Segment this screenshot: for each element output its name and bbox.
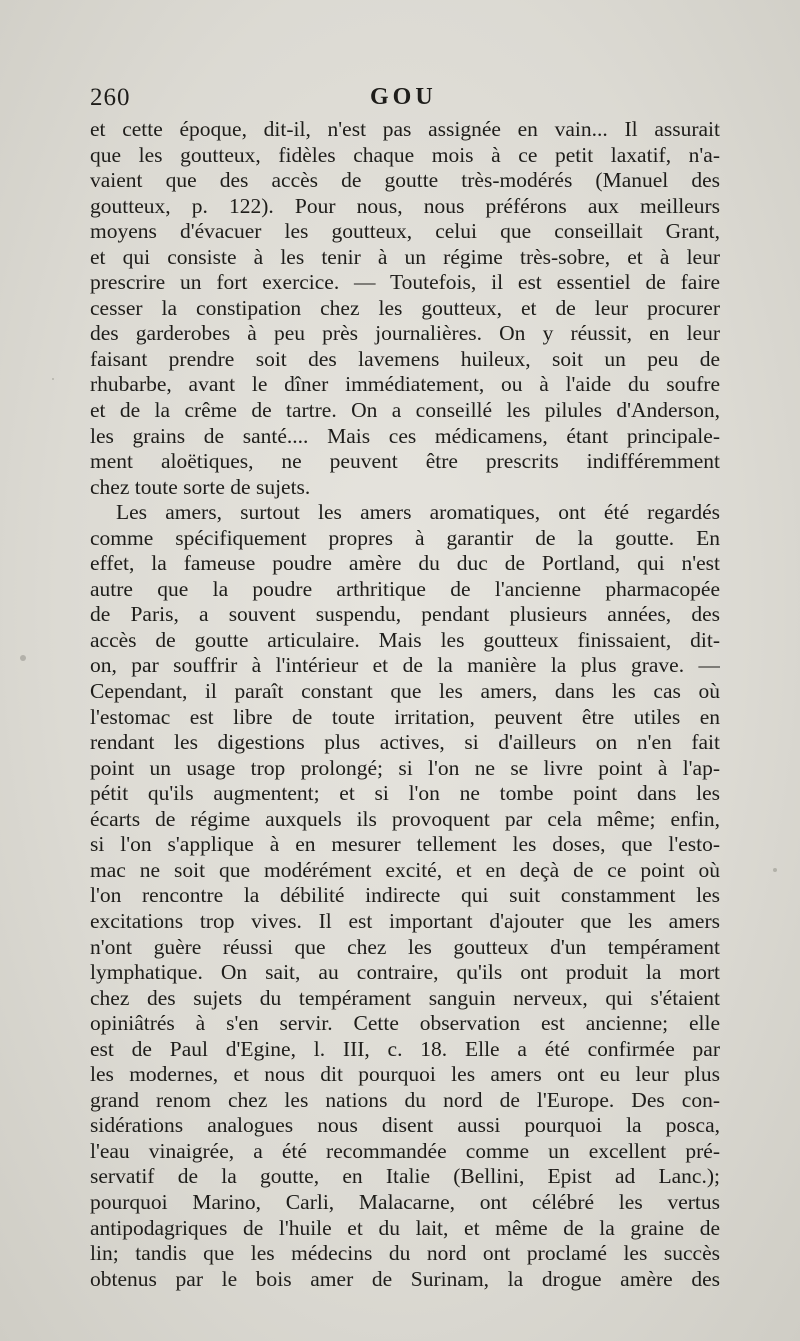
text-line: si l'on s'applique à en mesurer tellement les doses, que l'esto- <box>90 832 720 857</box>
running-head: GOU <box>370 84 437 110</box>
text-line: faisant prendre soit des lavemens huileux, soit un peu de <box>90 346 720 371</box>
text-line: obtenus par le bois amer de Surinam, la drogue amère des <box>90 1266 720 1291</box>
page-number: 260 <box>90 84 131 111</box>
text-line: opiniâtrés à s'en servir. Cette observation est ancienne; elle <box>90 1011 720 1036</box>
paper-speck <box>20 655 26 661</box>
text-line: l'estomac est libre de toute irritation, peuvent être utiles en <box>90 704 720 729</box>
text-line: moyens d'évacuer les goutteux, celui que conseillait Grant, <box>90 219 720 244</box>
text-line: comme spécifiquement propres à garantir de la goutte. En <box>90 525 720 550</box>
text-line: chez toute sorte de sujets. <box>90 474 311 499</box>
text-line: effet, la fameuse poudre amère du duc de Portland, qui n'est <box>90 551 720 576</box>
text-line: pétit qu'ils augmentent; et si l'on ne tombe point dans les <box>90 781 720 806</box>
text-line: pourquoi Marino, Carli, Malacarne, ont célébré les vertus <box>90 1189 720 1214</box>
text-line: cesser la constipation chez les goutteux, et de leur procurer <box>90 295 720 320</box>
text-line: l'on rencontre la débilité indirecte qui suit constamment les <box>90 883 720 908</box>
text-line: rhubarbe, avant le dîner immédiatement, ou à l'aide du soufre <box>90 372 720 397</box>
body-text <box>90 117 720 1292</box>
text-line: mac ne soit que modérément excité, et en deçà de ce point où <box>90 857 720 882</box>
text-line: et de la crême de tartre. On a conseillé les pilules d'Anderson, <box>90 398 720 423</box>
text-line: de Paris, a souvent suspendu, pendant plusieurs années, des <box>90 602 720 627</box>
text-line: vaient que des accès de goutte très-modérés (Manuel des <box>90 168 720 193</box>
text-line: rendant les digestions plus actives, si d'ailleurs on n'en fait <box>90 730 720 755</box>
text-line: goutteux, p. 122). Pour nous, nous préférons aux meilleurs <box>90 193 720 218</box>
text-line: autre que la poudre arthritique de l'ancienne pharmacopée <box>90 576 720 601</box>
text-line: servatif de la goutte, en Italie (Bellini, Epist ad Lanc.); <box>90 1164 720 1189</box>
text-line: chez des sujets du tempérament sanguin nerveux, qui s'étaient <box>90 985 720 1010</box>
text-line: on, par souffrir à l'intérieur et de la manière la plus grave. — <box>90 653 720 678</box>
text-line: sidérations analogues nous disent aussi pourquoi la posca, <box>90 1113 720 1138</box>
text-line: les modernes, et nous dit pourquoi les amers ont eu leur plus <box>90 1062 720 1087</box>
text-line: Les amers, surtout les amers aromatiques, ont été regardés <box>116 500 720 525</box>
text-line: lymphatique. On sait, au contraire, qu'ils ont produit la mort <box>90 960 720 985</box>
paper-speck <box>773 868 777 872</box>
text-line: Cependant, il paraît constant que les amers, dans les cas où <box>90 679 720 704</box>
text-line: les grains de santé.... Mais ces médicamens, étant principale- <box>90 423 720 448</box>
text-line: et cette époque, dit-il, n'est pas assignée en vain... Il assurait <box>90 117 720 141</box>
text-line: accès de goutte articulaire. Mais les goutteux finissaient, dit- <box>90 627 720 652</box>
text-line: lin; tandis que les médecins du nord ont proclamé les succès <box>90 1241 720 1266</box>
text-line: excitations trop vives. Il est important d'ajouter que les amers <box>90 908 720 933</box>
text-line: point un usage trop prolongé; si l'on ne se livre point à l'ap- <box>90 755 720 780</box>
text-line: écarts de régime auxquels ils provoquent par cela même; enfin, <box>90 806 720 831</box>
page-header <box>90 84 720 118</box>
text-line: est de Paul d'Egine, l. III, c. 18. Elle a été confirmée par <box>90 1036 720 1061</box>
paragraph <box>90 117 720 500</box>
text-line: que les goutteux, fidèles chaque mois à ce petit laxatif, n'a- <box>90 142 720 167</box>
text-line: prescrire un fort exercice. — Toutefois, il est essentiel de faire <box>90 270 720 295</box>
text-line: antipodagriques de l'huile et du lait, et même de la graine de <box>90 1215 720 1240</box>
text-line: n'ont guère réussi que chez les goutteux d'un tempérament <box>90 934 720 959</box>
text-line: l'eau vinaigrée, a été recommandée comme un excellent pré- <box>90 1138 720 1163</box>
text-line: des garderobes à peu près journalières. On y réussit, en leur <box>90 321 720 346</box>
paper-speck <box>52 378 54 380</box>
text-line: ment aloëtiques, ne peuvent être prescrits indifféremment <box>90 449 720 474</box>
text-line: grand renom chez les nations du nord de l'Europe. Des con- <box>90 1087 720 1112</box>
paragraph <box>90 500 720 1292</box>
text-line: et qui consiste à les tenir à un régime très-sobre, et à leur <box>90 244 720 269</box>
